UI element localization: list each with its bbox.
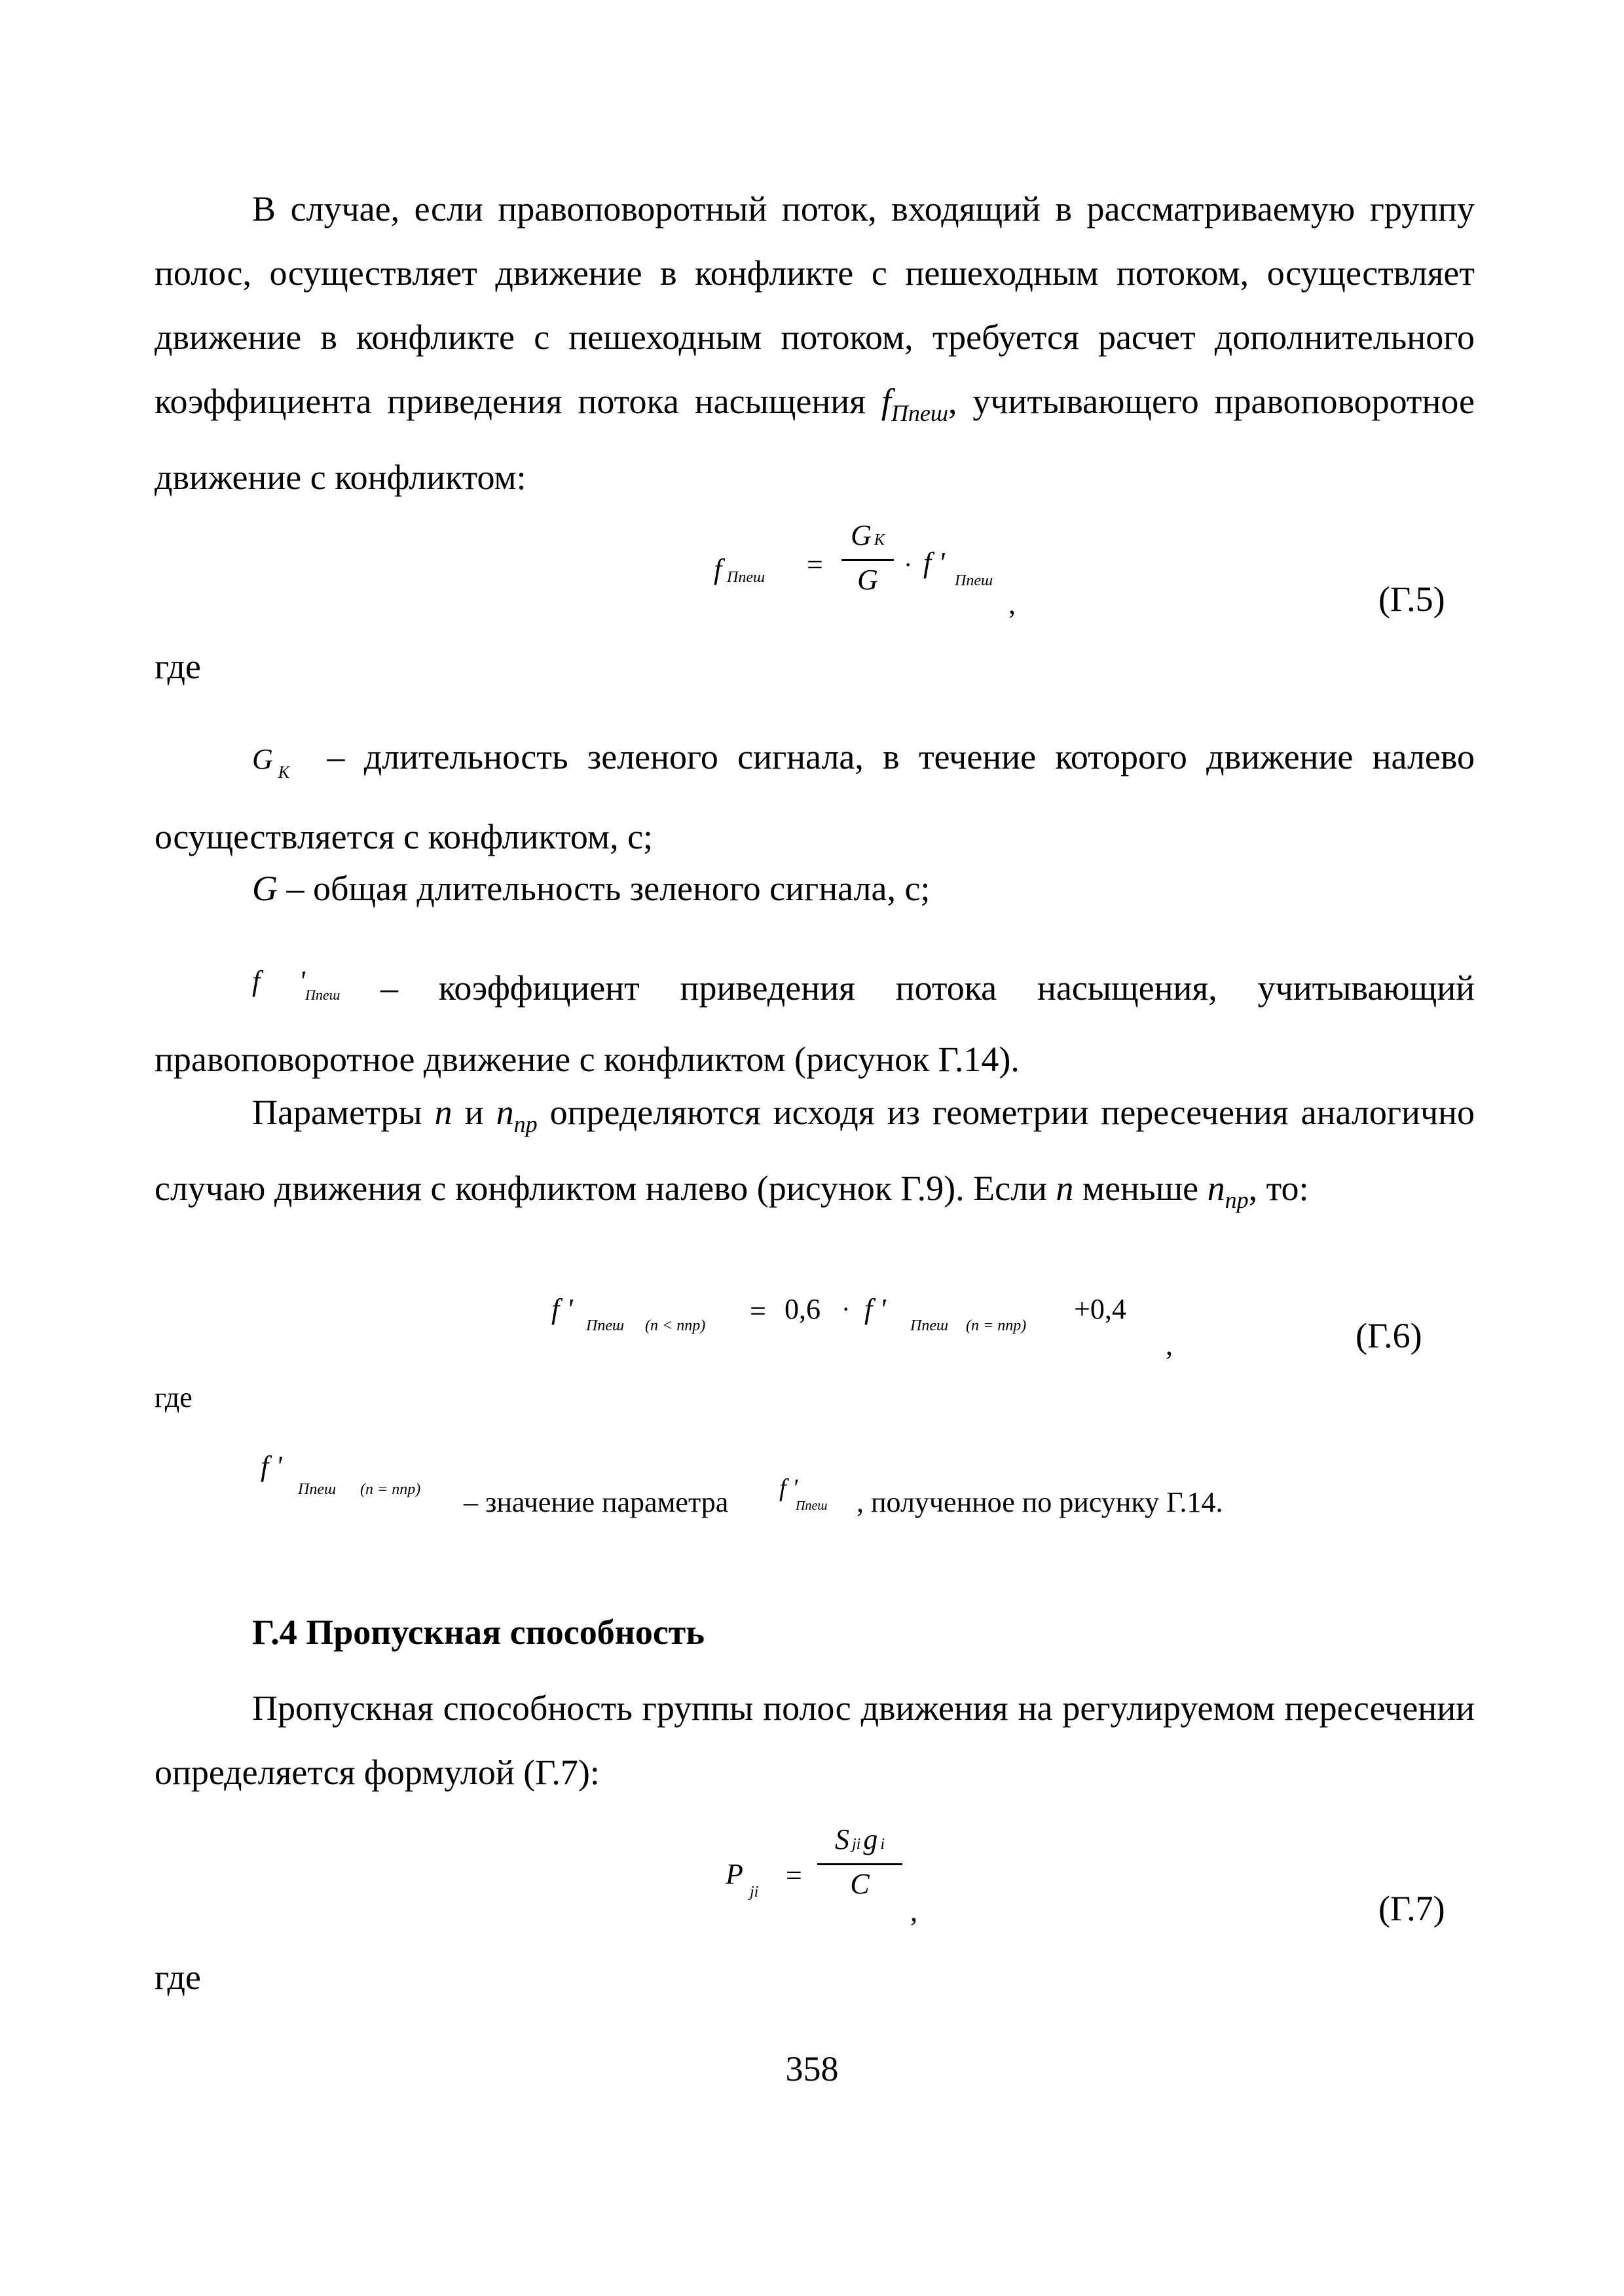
params-text-2: и: [452, 1093, 496, 1132]
where-label-2: где: [155, 1381, 193, 1413]
where-label-3: где: [155, 1958, 201, 1997]
eq6-dot: ·: [841, 1294, 851, 1324]
definition-g: [155, 856, 1475, 920]
def-param-symbol-2: f ': [779, 1474, 798, 1502]
paragraph-right-turn-conflict: [155, 177, 1475, 509]
eq7-lhs-sub: ji: [750, 1884, 759, 1901]
eq5-fraction: [841, 519, 894, 596]
eq7-fraction-bar: [817, 1863, 902, 1865]
var-f-pesh-sub: Ппеш: [891, 400, 949, 426]
eq6-rhs-sub: Ппеш: [910, 1317, 949, 1334]
para1-text-before: В случае, если правоповоротный поток, входящий в рассматриваемую группу полос, осуществляет движение в конфликте с пешеходным потоком, осуществляет движение в конфликте с пешеходным потоком, требуется расчет дополнительного коэффициента приведения потока насыщения: [155, 189, 1475, 421]
var-f-pesh: f: [881, 382, 891, 421]
params-text-5: , то:: [1248, 1169, 1309, 1208]
eq7-fraction: [817, 1823, 902, 1901]
def-gk-text: – длительность зеленого сигнала, в течение которого движение налево осуществляется с конфликтом, с;: [155, 737, 1475, 856]
def-param-symbol-sub: Ппеш: [298, 1481, 337, 1498]
eq5-rhs: f ': [923, 547, 945, 579]
def-gk-symbol-sub: K: [278, 763, 290, 782]
eq6-rhs: f ': [864, 1293, 886, 1325]
params-npr-2: n: [1207, 1169, 1225, 1208]
eq5-lhs: f: [714, 553, 722, 585]
eq6-comma: ,: [1166, 1329, 1173, 1361]
eq5-label: (Г.5): [1378, 579, 1445, 619]
eq7-label: (Г.7): [1378, 1889, 1445, 1928]
eq7-equals: =: [786, 1859, 802, 1891]
eq7-denominator: C: [850, 1868, 870, 1900]
params-text-1: Параметры: [252, 1093, 435, 1132]
eq5-rhs-sub: Ппеш: [955, 572, 993, 589]
def-fprime-symbol: f ': [252, 965, 305, 997]
eq5-fraction-bar: [841, 559, 894, 561]
eq6-rhs-cond: (n = nпр): [966, 1317, 1027, 1334]
params-text-3: определяются исходя из геометрии пересечения аналогично случаю движения с конфликтом налево (рисунок Г.9). Если: [155, 1093, 1475, 1208]
params-npr-2-sub: пр: [1225, 1187, 1249, 1213]
def-g-text: – общая длительность зеленого сигнала, с;: [278, 869, 931, 908]
eq7-comma: ,: [910, 1895, 917, 1927]
eq6-equals: =: [750, 1295, 766, 1327]
def-param-text-1: – значение параметра: [464, 1486, 729, 1518]
def-fprime-symbol-sub: Ппеш: [304, 987, 341, 1003]
where-label-1: где: [155, 647, 201, 686]
params-text-4: меньше: [1073, 1169, 1208, 1208]
params-n-2: n: [1056, 1169, 1074, 1208]
def-gk-symbol: G: [252, 743, 273, 775]
def-param-text-2: , полученное по рисунку Г.14.: [857, 1486, 1223, 1518]
paragraph-capacity: Пропускная способность группы полос движения на регулируемом пересечении определяется формулой (Г.7):: [155, 1688, 1475, 1792]
eq5-lhs-sub: Ппеш: [727, 569, 766, 586]
page-number: 358: [785, 2049, 839, 2088]
eq6-lhs-cond: (n < nпр): [645, 1317, 706, 1334]
eq6-coefficient: 0,6: [784, 1293, 821, 1325]
eq5-dot: ·: [904, 550, 913, 579]
params-n: n: [434, 1093, 452, 1132]
eq5-numerator: G K: [851, 519, 885, 551]
eq6-lhs: f ': [551, 1293, 573, 1325]
def-param-symbol: f ': [261, 1450, 282, 1482]
eq7-numerator: Sjig i: [834, 1823, 885, 1855]
params-npr: n: [496, 1093, 514, 1132]
eq5-denominator: G: [857, 564, 878, 596]
eq6-lhs-sub: Ппеш: [586, 1317, 625, 1334]
def-fprime-text: – коэффициент приведения потока насыщения, учитывающий правоповоротное движение с конфликтом (рисунок Г.14).: [155, 968, 1475, 1079]
definition-gk: [155, 725, 1475, 869]
def-g-symbol: G: [252, 869, 278, 908]
definition-f-prime: [155, 949, 1475, 1091]
eq6-label: (Г.6): [1356, 1316, 1422, 1355]
eq5-equals: =: [807, 549, 823, 581]
def-param-symbol-2-sub: Ппеш: [796, 1499, 828, 1513]
def-param-symbol-cond: (n = nпр): [360, 1481, 421, 1498]
eq6-plus-term: +0,4: [1074, 1293, 1126, 1325]
eq5-comma: ,: [1008, 588, 1016, 620]
para1-text-after: , учитывающего правоповоротное движение с конфликтом:: [155, 382, 1475, 497]
paragraph-parameters: [155, 1080, 1475, 1232]
params-npr-sub: пр: [513, 1111, 538, 1137]
section-heading-g4: Г.4 Пропускная способность: [252, 1613, 705, 1652]
eq7-lhs: P: [726, 1858, 743, 1890]
